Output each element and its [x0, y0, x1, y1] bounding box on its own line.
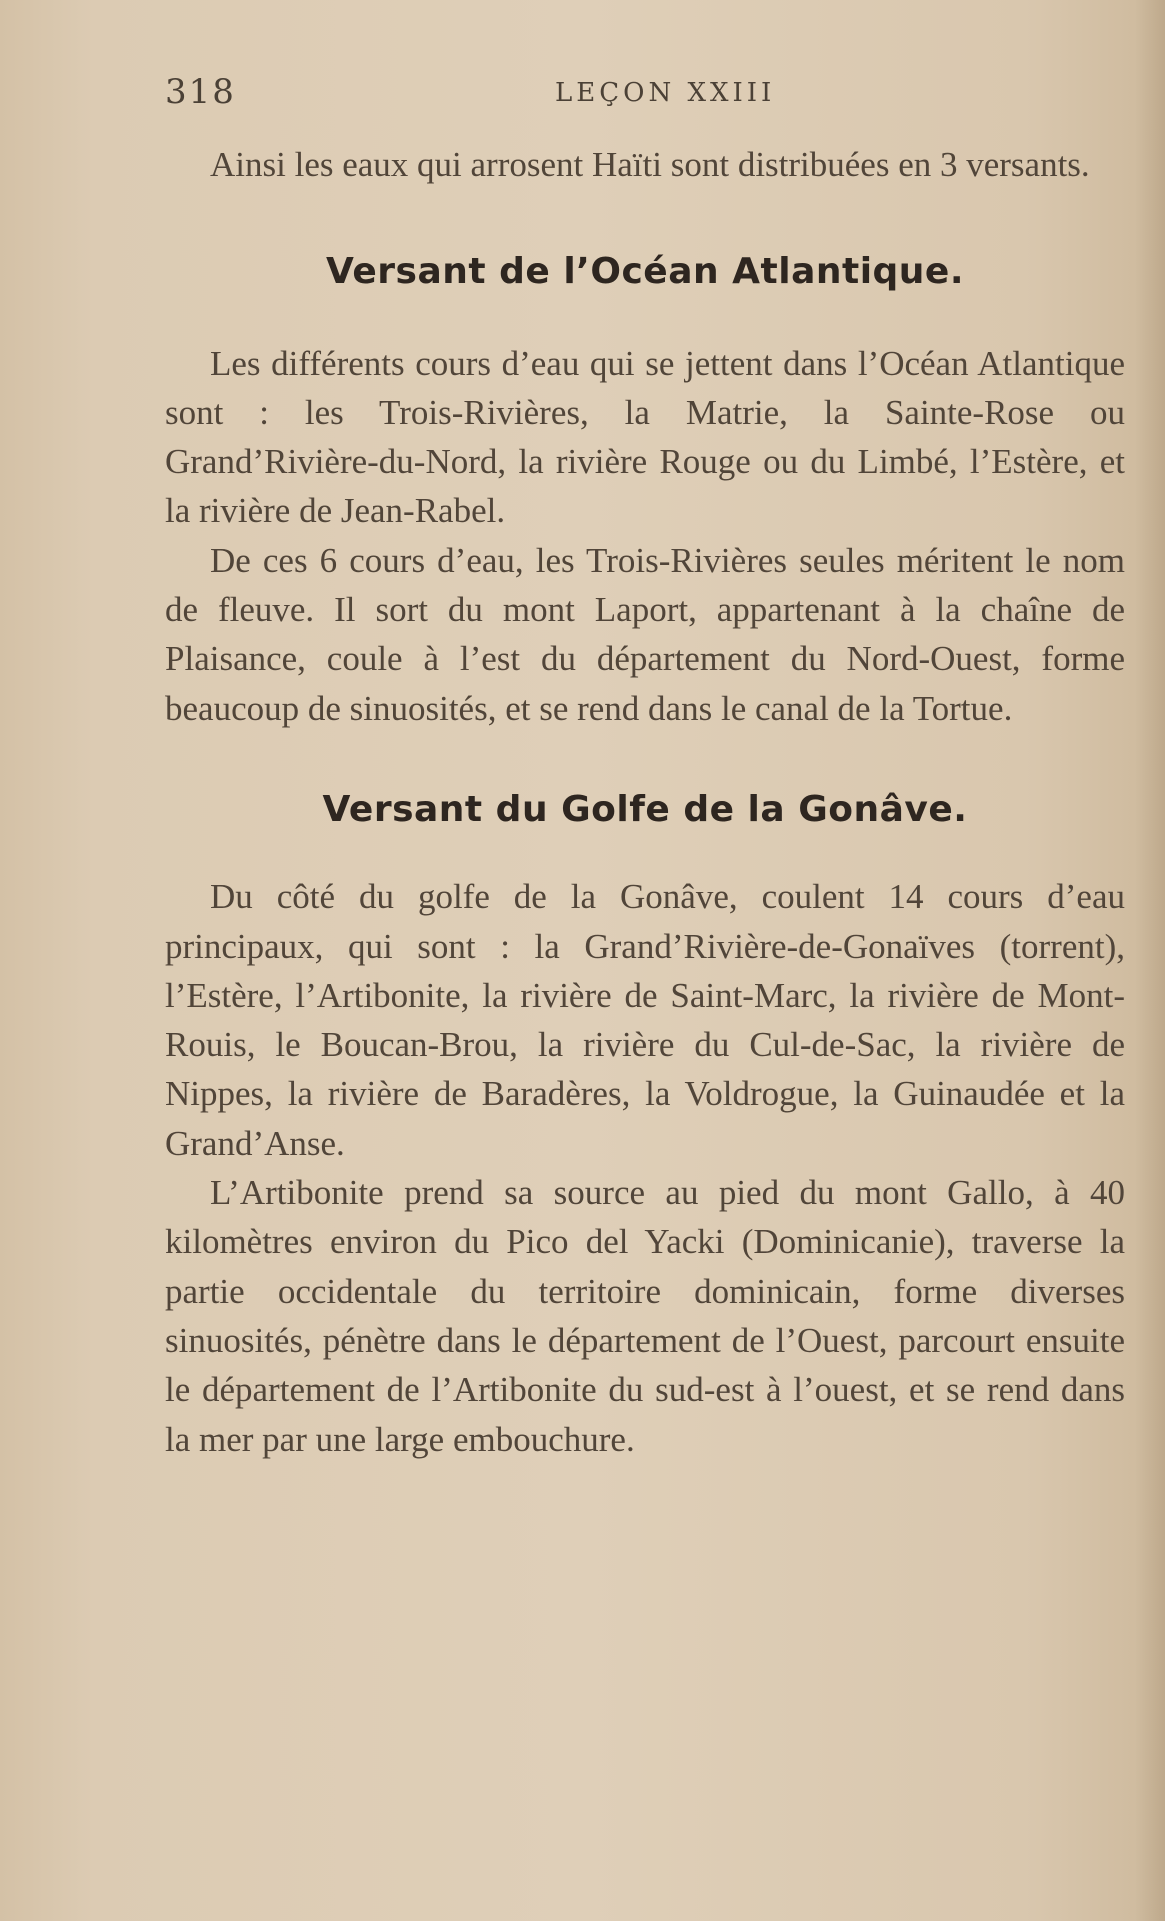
intro-paragraph: Ainsi les eaux qui arrosent Haïti sont distribuées en 3 versants. [210, 145, 1090, 184]
paragraph-gonave-rivers: Du côté du golfe de la Gonâve, coulent 14 cours d’eau principaux, qui sont : la Grand’Rivière-de-Gonaïves (torrent), l’Estère, l’Artibonite, la rivière de Saint-Marc, la rivière de Mont-Rouis, le Boucan-Brou, la rivière du Cul-de-Sac, la rivière de Nippes, la rivière de Baradères, la Voldrogue, la Guinaudée et la Grand’Anse. [165, 877, 1125, 1163]
section-heading-gonave: Versant du Golfe de la Gonâve. [322, 788, 968, 830]
section-heading-atlantic: Versant de l’Océan Atlantique. [325, 251, 965, 293]
paragraph-trois-rivieres: De ces 6 cours d’eau, les Trois-Rivières seules méritent le nom de fleuve. Il sort du mont Laport, appartenant à la chaîne de Plaisance, coule à l’est du département du Nord-Ouest, forme beaucoup de sinuosités, et se rend dans le canal de la Tortue. [165, 540, 1125, 728]
paragraph-atlantic-rivers: Les différents cours d’eau qui se jettent dans l’Océan Atlantique sont : les Trois-Rivières, la Matrie, la Sainte-Rose ou Grand’Rivière-du-Nord, la rivière Rouge ou du Limbé, l’Estère, et la rivière de Jean-Rabel. [165, 343, 1125, 531]
page-edge-shadow [1135, 0, 1165, 1921]
text-block [165, 140, 1125, 1464]
running-head [165, 72, 1125, 122]
page-number: 318 [165, 72, 236, 112]
running-title: LEÇON XXIII [555, 78, 776, 108]
paragraph-artibonite: L’Artibonite prend sa source au pied du mont Gallo, à 40 kilomètres environ du Pico del Yacki (Dominicanie), traverse la partie occidentale du territoire dominicain, forme diverses sinuosités, pénètre dans le département de l’Ouest, parcourt ensuite le département de l’Artibonite du sud-est à l’ouest, et se rend dans la mer par une large embouchure. [165, 1173, 1125, 1459]
